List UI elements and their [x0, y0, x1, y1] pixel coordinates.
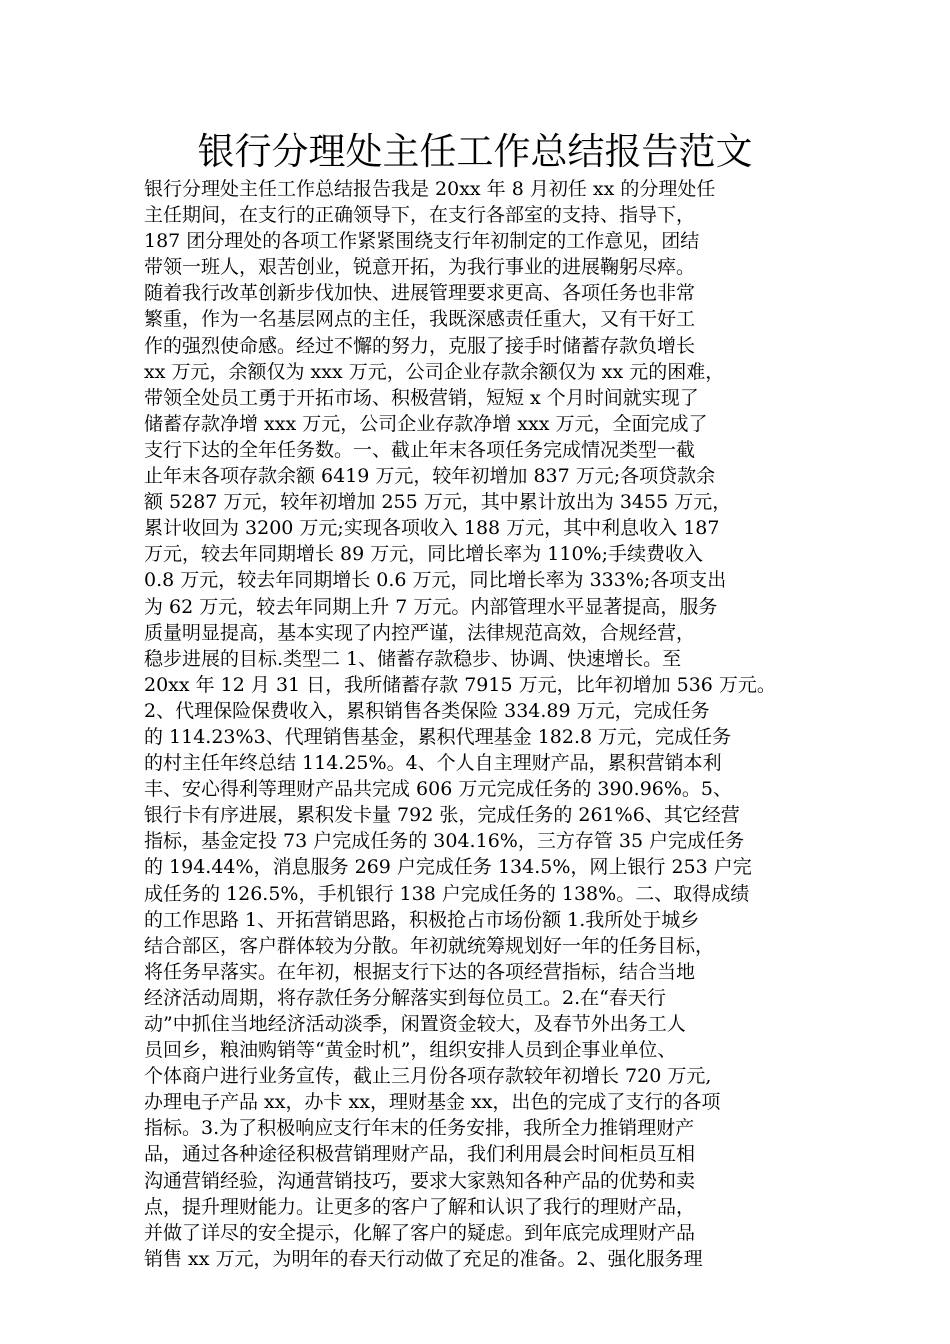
body-text-line: 经济活动周期，将存款任务分解落实到每位员工。2.在“春天行	[144, 986, 666, 1009]
document-title: 银行分理处主任工作总结报告范文	[197, 130, 753, 173]
body-text-line: 繁重，作为一名基层网点的主任，我既深感责任重大，又有干好工	[144, 308, 696, 331]
body-text-line: 带领一班人，艰苦创业，锐意开拓，为我行事业的进展鞠躬尽瘁。	[144, 256, 696, 279]
body-text-line: 银行卡有序进展，累积发卡量 792 张，完成任务的 261%6、其它经营	[144, 804, 740, 827]
body-text-line: 的村主任年终总结 114.25%。4、个人自主理财产品，累积营销本利	[144, 752, 722, 775]
body-text-line: 额 5287 万元，较年初增加 255 万元，其中累计放出为 3455 万元，	[144, 491, 732, 514]
body-text-line: 指标，基金定投 73 户完成任务的 304.16%，三方存管 35 户完成任务	[144, 830, 745, 853]
body-text-line: 沟通营销经验，沟通营销技巧，要求大家熟知各种产品的优势和卖	[144, 1169, 696, 1192]
body-text-line: 并做了详尽的安全提示，化解了客户的疑虑。到年底完成理财产品	[144, 1221, 696, 1244]
body-text-line: 万元，较去年同期增长 89 万元，同比增长率为 110%;手续费收入	[144, 543, 704, 566]
body-text-line: 为 62 万元，较去年同期上升 7 万元。内部管理水平显著提高，服务	[144, 595, 718, 618]
body-text-line: 结合部区，客户群体较为分散。年初就统筹规划好一年的任务目标，	[144, 934, 715, 957]
body-text-line: 随着我行改革创新步伐加快、进展管理要求更高、各项任务也非常	[144, 282, 696, 305]
body-text-line: 0.8 万元，较去年同期增长 0.6 万元，同比增长率为 333%;各项支出	[144, 569, 727, 592]
body-text-line: 成任务的 126.5%，手机银行 138 户完成任务的 138%。二、取得成绩	[144, 882, 750, 905]
body-text-line: xx 万元，余额仅为 xxx 万元，公司企业存款余额仅为 xx 元的困难，	[144, 360, 725, 383]
body-text-line: 主任期间，在支行的正确领导下，在支行各部室的支持、指导下，	[144, 204, 696, 227]
body-text-line: 的 114.23%3、代理销售基金，累积代理基金 182.8 万元，完成任务	[144, 725, 732, 748]
document-body	[144, 176, 824, 1272]
body-text-line: 办理电子产品 xx，办卡 xx，理财基金 xx，出色的完成了支行的各项	[144, 1091, 721, 1114]
body-text-line: 带领全处员工勇于开拓市场、积极营销，短短 x 个月时间就实现了	[144, 386, 699, 409]
body-text-line: 指标。3.为了积极响应支行年末的任务安排，我所全力推销理财产	[144, 1117, 695, 1140]
body-text-line: 作的强烈使命感。经过不懈的努力，克服了接手时储蓄存款负增长	[144, 334, 696, 357]
body-text-line: 支行下达的全年任务数。一、截止年末各项任务完成情况类型一截	[144, 438, 696, 461]
body-text-line: 2、代理保险保费收入，累积销售各类保险 334.89 万元，完成任务	[144, 699, 710, 722]
body-text-line: 员回乡，粮油购销等“黄金时机”，组织安排人员到企事业单位、	[144, 1039, 677, 1062]
body-text-line: 销售 xx 万元，为明年的春天行动做了充足的准备。2、强化服务理	[144, 1247, 703, 1270]
body-text-line: 银行分理处主任工作总结报告我是 20xx 年 8 月初任 xx 的分理处任	[144, 178, 716, 200]
body-text-line: 个体商户进行业务宣传，截止三月份各项存款较年初增长 720 万元,	[144, 1065, 712, 1088]
body-text-line: 的工作思路 1、开拓营销思路，积极抢占市场份额 1.我所处于城乡	[144, 908, 700, 931]
body-text-line: 储蓄存款净增 xxx 万元，公司企业存款净增 xxx 万元，全面完成了	[144, 412, 708, 435]
body-text-line: 品，通过各种途径积极营销理财产品，我们利用晨会时间柜员互相	[144, 1143, 696, 1166]
body-text-line: 20xx 年 12 月 31 日，我所储蓄存款 7915 万元，比年初增加 536 万元。	[144, 673, 776, 696]
body-text-line: 丰、安心得利等理财产品共完成 606 万元完成任务的 390.96%。5、	[144, 778, 733, 801]
body-text-line: 动”中抓住当地经济活动淡季，闲置资金较大，及春节外出务工人	[144, 1013, 686, 1035]
body-text-line: 质量明显提高，基本实现了内控严谨，法律规范高效，合规经营，	[144, 621, 696, 644]
body-text-line: 累计收回为 3200 万元;实现各项收入 188 万元，其中利息收入 187	[144, 517, 720, 540]
body-text-line: 止年末各项存款余额 6419 万元，较年初增加 837 万元;各项贷款余	[144, 465, 716, 488]
body-text-line: 的 194.44%，消息服务 269 户完成任务 134.5%，网上银行 253 户完	[144, 856, 752, 879]
body-text-line: 187 团分理处的各项工作紧紧围绕支行年初制定的工作意见，团结	[144, 230, 700, 253]
body-text-line: 稳步进展的目标.类型二 1、储蓄存款稳步、协调、快速增长。至	[144, 647, 682, 670]
body-text-line: 点，提升理财能力。让更多的客户了解和认识了我行的理财产品，	[144, 1195, 696, 1218]
body-text-line: 将任务早落实。在年初，根据支行下达的各项经营指标，结合当地	[144, 960, 696, 983]
